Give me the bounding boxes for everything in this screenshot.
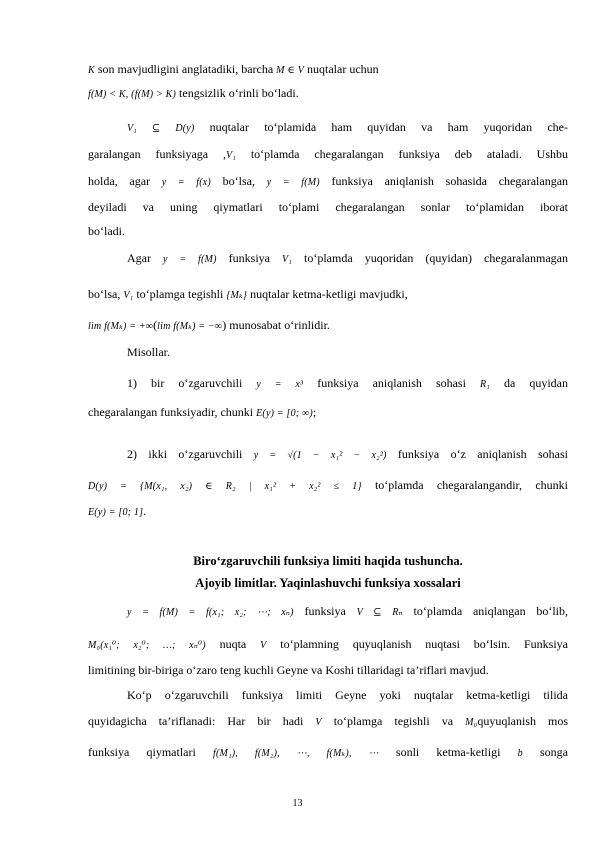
text: holda, agar <box>88 174 162 188</box>
text-line <box>88 200 568 214</box>
text: to‘plamda aniqlangan bo‘lib, <box>402 604 569 618</box>
section-subheading: Ajoyib limitlar. Yaqinlashuvchi funksiya xossalari <box>195 576 461 590</box>
formula: y = f(M) <box>163 254 217 265</box>
text: deyiladi va uning qiymatlari to‘plami chegaralangan sonlar to‘plamidan iborat <box>88 200 568 214</box>
text-line <box>88 745 568 761</box>
text: nuqtalar uchun <box>304 62 379 76</box>
text-line <box>127 376 568 392</box>
text-line <box>127 688 568 702</box>
text: ) munosabat o‘rinlidir. <box>222 318 330 332</box>
text: nuqtalar ketma-ketligi mavjudki, <box>247 287 408 301</box>
text: 2) ikki o‘zgaruvchili <box>127 447 254 461</box>
text-line <box>127 251 568 267</box>
formula: V ⊆ Rₙ <box>356 607 403 618</box>
formula: E(y) = [0; ∞) <box>256 408 313 419</box>
formula: {Mₖ} <box>226 290 248 301</box>
text-line <box>88 714 568 730</box>
formula: V₁ <box>123 290 134 301</box>
text-line <box>88 147 568 163</box>
text: Agar <box>127 251 164 265</box>
text: funksiya aniqlanish sohasida chegaralangan <box>319 174 569 188</box>
text-line <box>127 345 568 359</box>
text: funksiya o‘z aniqlanish sohasi <box>386 447 568 461</box>
text-line <box>88 405 568 421</box>
formula: y = f(x) <box>161 177 211 188</box>
formula: f(M₁), f(M₂), ⋯, f(Mₖ), ⋯ <box>213 748 379 759</box>
text: chegaralangan funksiyadir, chunki <box>88 405 257 419</box>
text-line <box>127 604 568 620</box>
text: ( <box>153 318 158 332</box>
text: funksiya qiymatlari <box>88 745 214 759</box>
text: ; <box>312 405 317 419</box>
text-line <box>88 86 568 102</box>
formula: M ∈ V <box>276 65 305 76</box>
formula: f(M) < K, (f(M) > K) <box>88 89 177 100</box>
text: bo‘lsa, <box>88 287 124 301</box>
formula: M₀ <box>465 717 478 728</box>
formula: y = f(M) <box>266 177 320 188</box>
formula: V <box>260 640 267 651</box>
section-heading: Biro‘zgaruvchili funksiya limiti haqida tushuncha. <box>193 554 463 568</box>
text: to‘plamda yuqoridan (quyidan) chegaralanmagan <box>292 251 568 265</box>
text: . <box>143 504 147 518</box>
text: da quyidan <box>489 376 568 390</box>
text: tengsizlik o‘rinli bo‘ladi. <box>176 86 299 100</box>
formula: D(y) = {M(x₁, x₂) ∈ R₂ | x₁² + x₂² ≤ 1} <box>88 481 362 492</box>
formula: y = √(1 − x₁² − x₂²) <box>253 450 387 461</box>
text: sonli ketma-ketligi <box>378 745 518 759</box>
text: funksiya <box>216 251 282 265</box>
text: quyuqlanish mos <box>477 714 569 728</box>
formula: lim f(Mₖ) = −∞ <box>157 321 223 332</box>
formula: y = f(M) = f(x₁; x₂; ⋯; xₙ) <box>127 607 294 618</box>
text: nuqtalar to‘plamida ham quyidan va ham yuqoridan che- <box>194 120 568 134</box>
text: quyidagicha ta’riflanadi: Har bir hadi <box>88 714 316 728</box>
text-line <box>88 174 568 190</box>
formula: R₁ <box>479 379 490 390</box>
formula: V₁ ⊆ D(y) <box>127 123 195 134</box>
text: to‘plamning quyuqlanish nuqtasi bo‘lsin. Funksiya <box>266 637 568 651</box>
formula: V <box>315 717 322 728</box>
page-number: 13 <box>292 798 303 809</box>
text: bo‘lsa, <box>210 174 267 188</box>
text: songa <box>522 745 568 759</box>
text: 1) bir o‘zgaruvchili <box>127 376 257 390</box>
text-line <box>88 287 568 303</box>
text-line <box>88 224 568 238</box>
text: to‘plamda chegaralangan funksiya deb ataladi. Ushbu <box>236 147 569 161</box>
text-line <box>88 318 568 334</box>
text-line <box>127 120 568 136</box>
text: funksiya aniqlanish sohasi <box>303 376 480 390</box>
text-line <box>88 637 568 653</box>
formula: M₀(x₁⁰; x₂⁰; …; xₙ⁰) <box>88 640 206 651</box>
text: to‘plamga tegishli va <box>321 714 466 728</box>
formula: K <box>88 65 95 76</box>
formula: E(y) = [0; 1] <box>88 507 144 518</box>
text-line <box>88 478 568 494</box>
text-line <box>88 62 568 78</box>
text: to‘plamga tegishli <box>133 287 227 301</box>
formula: y = x³ <box>256 379 304 390</box>
text: son mavjudligini anglatadiki, barcha <box>94 62 277 76</box>
formula: V₁ <box>282 254 292 265</box>
formula: V₁ <box>226 150 236 161</box>
text: to‘plamda chegaralangandir, chunki <box>361 478 568 492</box>
text: bo‘ladi. <box>88 224 125 238</box>
formula: lim f(Mₖ) = +∞ <box>88 321 154 332</box>
text-line <box>127 447 568 463</box>
text: funksiya <box>293 604 357 618</box>
text: Misollar. <box>127 345 171 359</box>
text-line <box>88 504 568 520</box>
formula: b <box>517 748 523 759</box>
text: nuqta <box>205 637 261 651</box>
text: garalangan funksiyaga , <box>88 147 226 161</box>
text: Ko‘p o‘zgaruvchili funksiya limiti Geyne yoki nuqtalar ketma-ketligi tilida <box>127 688 568 702</box>
text-line <box>88 663 568 677</box>
text: limitining bir-biriga o‘zaro teng kuchli Geyne va Koshi tillaridagi ta’riflari mavjud. <box>88 663 489 677</box>
